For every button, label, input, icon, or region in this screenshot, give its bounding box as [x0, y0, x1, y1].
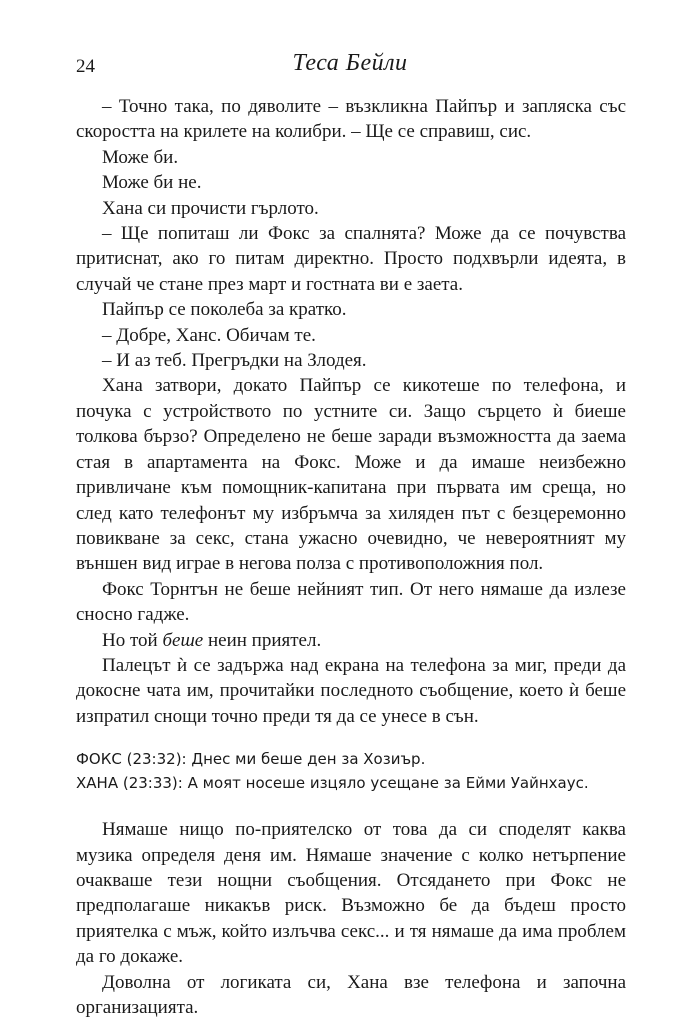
- paragraph: Може би.: [102, 146, 179, 168]
- running-title: Теса Бейли: [292, 50, 408, 76]
- page-number: 24: [76, 56, 95, 77]
- body-text: [76, 94, 626, 1020]
- paragraph: – Точно така, по дяволите – възкликна Пайпър и запляска със скоростта на крилете на колибри. – Ще се справиш, сис.: [76, 96, 626, 143]
- paragraph: Доволна от логиката си, Хана взе телефона и започна организацията.: [76, 971, 626, 1018]
- paragraph: Може би не.: [102, 172, 202, 194]
- paragraph: Хана си прочисти гърлото.: [102, 197, 319, 219]
- paragraph: Палецът ѝ се задържа над екрана на телефона за миг, преди да докосне чата им, прочитайки последното съобщение, което ѝ беше изпратил снощи точно преди тя да се унесе в сън.: [76, 654, 626, 727]
- paragraph: Хана затвори, докато Пайпър се кикотеше по телефона, и почука с устройството по устните си. Защо сърцето ѝ биеше толкова бързо? Определено не беше заради възможността да заема стая в апартамента на Фокс. Може и да имаше неизбежно привличане към помощник-капитана при първата им среща, но след като телефонът му избръмча за хиляден път с безцеремонно повикване за секс, стана ужасно очевидно, че невероятният му външен вид играе в негова полза с противоположния пол.: [76, 375, 626, 575]
- paragraph: Пайпър се поколеба за кратко.: [102, 299, 347, 321]
- emphasis-word: беше: [162, 629, 204, 651]
- paragraph: – Ще попиташ ли Фокс за спалнята? Може да се почувства притиснат, ако го питам директно. Просто подхвърли идеята, в случай че стане през март и гостната ви е заета.: [76, 223, 626, 295]
- paragraph-with-emphasis: [76, 628, 626, 653]
- emphasis-after: неин приятел.: [203, 629, 322, 651]
- paragraph: Нямаше нищо по-приятелско от това да си споделят каква музика определя деня им. Нямаше значение с колко нетърпение очакваше тези нощни съобщения. Отсядането при Фокс не предполагаше никакъв риск. Възможно бе да бъдеш просто приятелка с мъж, който излъчва секс... и тя нямаше да има проблем да го докаже.: [76, 819, 626, 968]
- chat-transcript: [76, 747, 626, 795]
- paragraph: – Добре, Ханс. Обичам те.: [102, 324, 316, 346]
- paragraph: Фокс Торнтън не беше нейният тип. От него нямаше да излезе сносно гадже.: [76, 578, 626, 626]
- emphasis-before: Но той: [102, 629, 163, 651]
- paragraph: – И аз теб. Прегръдки на Злодея.: [102, 350, 367, 372]
- chat-message-hana: ХАНА (23:33): А моят носеше изцяло усещане за Ейми Уайнхаус.: [76, 774, 589, 793]
- chat-message-fox: ФОКС (23:32): Днес ми беше ден за Хозиър.: [76, 750, 426, 769]
